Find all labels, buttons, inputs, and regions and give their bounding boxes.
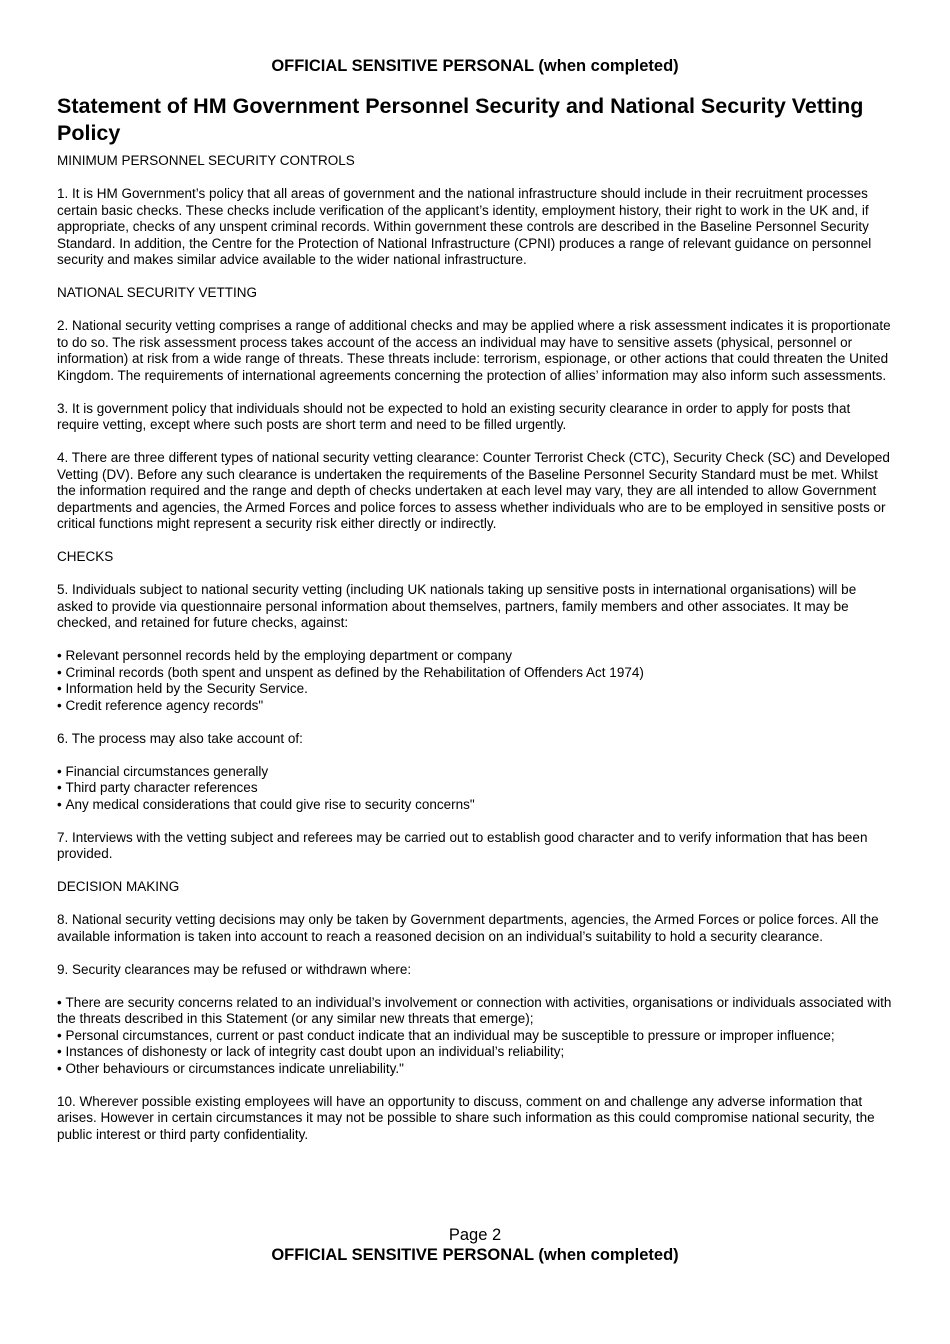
paragraph-8: 8. National security vetting decisions may only be taken by Government departments, agencies, the Armed Forces or police forces. All the available information is taken into account to reach a reasoned decision on an individual’s suitability to hold a security clearance. — [57, 912, 879, 944]
document-body — [57, 153, 895, 1160]
paragraph-10: 10. Wherever possible existing employees will have an opportunity to discuss, comment on and challenge any adverse information that arises. However in certain circumstances it may not be possible to share such information as this could compromise national security, the public interest or third party confidentiality. — [57, 1093, 875, 1142]
list-item: • Instances of dishonesty or lack of integrity cast doubt upon an individual’s reliability; — [57, 1044, 895, 1061]
paragraph-2: 2. National security vetting comprises a range of additional checks and may be applied where a risk assessment indicates it is proportionate to do so. The risk assessment process takes account of the access an individual may have to sensitive assets (physical, personnel or information) at risk from a wide range of threats. These threats include: terrorism, espionage, or other actions that could threaten the United Kingdom. The requirements of international agreements concerning the protection of allies’ information may also inform such assessments. — [57, 318, 891, 383]
paragraph-6: 6. The process may also take account of: — [57, 730, 303, 746]
paragraph-3: 3. It is government policy that individuals should not be expected to hold an existing security clearance in order to apply for posts that require vetting, except where such posts are short term and need to be filled urgently. — [57, 400, 851, 432]
list-item: • Other behaviours or circumstances indicate unreliability." — [57, 1061, 895, 1078]
classification-banner-bottom: OFFICIAL SENSITIVE PERSONAL (when completed) — [271, 1246, 679, 1264]
paragraph-7: 7. Interviews with the vetting subject and referees may be carried out to establish good character and to verify information that has been provided. — [57, 829, 868, 861]
classification-banner-top: OFFICIAL SENSITIVE PERSONAL (when completed) — [271, 57, 679, 75]
section-heading-decision-making: DECISION MAKING — [57, 879, 180, 894]
list-item: • Relevant personnel records held by the employing department or company — [57, 648, 895, 665]
process-list — [57, 764, 895, 814]
section-heading-vetting: NATIONAL SECURITY VETTING — [57, 285, 258, 300]
section-heading-checks: CHECKS — [57, 549, 114, 564]
paragraph-9: 9. Security clearances may be refused or withdrawn where: — [57, 961, 412, 977]
document-title: Statement of HM Government Personnel Security and National Security Vetting Policy — [57, 94, 864, 145]
paragraph-1: 1. It is HM Government’s policy that all areas of government and the national infrastructure should include in their recruitment processes certain basic checks. These checks include verification of the applicant’s identity, employment history, their right to work in the UK and, if appropriate, checks of any unspent criminal records. Within government these controls are described in the Baseline Personnel Security Standard. In addition, the Centre for the Protection of National Infrastructure (CPNI) produces a range of relevant guidance on personnel security and makes similar advice available to the wider national infrastructure. — [57, 186, 872, 267]
list-item: • Criminal records (both spent and unspent as defined by the Rehabilitation of Offenders Act 1974) — [57, 665, 895, 682]
list-item: • Information held by the Security Service. — [57, 681, 895, 698]
list-item: • Third party character references — [57, 780, 895, 797]
paragraph-5: 5. Individuals subject to national security vetting (including UK nationals taking up sensitive posts in international organisations) will be asked to provide via questionnaire personal information about themselves, partners, family members and other associates. It may be checked, and retained for future checks, against: — [57, 582, 857, 630]
page-number: Page 2 — [448, 1226, 502, 1244]
list-item: • Financial circumstances generally — [57, 764, 895, 781]
list-item: • Credit reference agency records" — [57, 698, 895, 715]
list-item: • Personal circumstances, current or past conduct indicate that an individual may be susceptible to pressure or improper influence; — [57, 1028, 895, 1045]
list-item: • Any medical considerations that could give rise to security concerns" — [57, 797, 895, 814]
list-item: • There are security concerns related to an individual’s involvement or connection with activities, organisations or individuals associated with the threats described in this Statement (or any similar new threats that emerge); — [57, 995, 895, 1028]
paragraph-4: 4. There are three different types of national security vetting clearance: Counter Terrorist Check (CTC), Security Check (SC) and Developed Vetting (DV). Before any such clearance is undertaken the requirements of the Baseline Personnel Security Standard must be met. Whilst the information required and the range and depth of checks undertaken at each level may vary, they are all intended to allow Government departments and agencies, the Armed Forces and police forces to assess whether individuals who are to be employed in sensitive posts or critical functions might represent a security risk either directly or indirectly. — [57, 450, 890, 531]
section-heading-minimum-controls: MINIMUM PERSONNEL SECURITY CONTROLS — [57, 153, 355, 168]
checks-list — [57, 648, 895, 714]
refusal-reasons-list — [57, 995, 895, 1078]
